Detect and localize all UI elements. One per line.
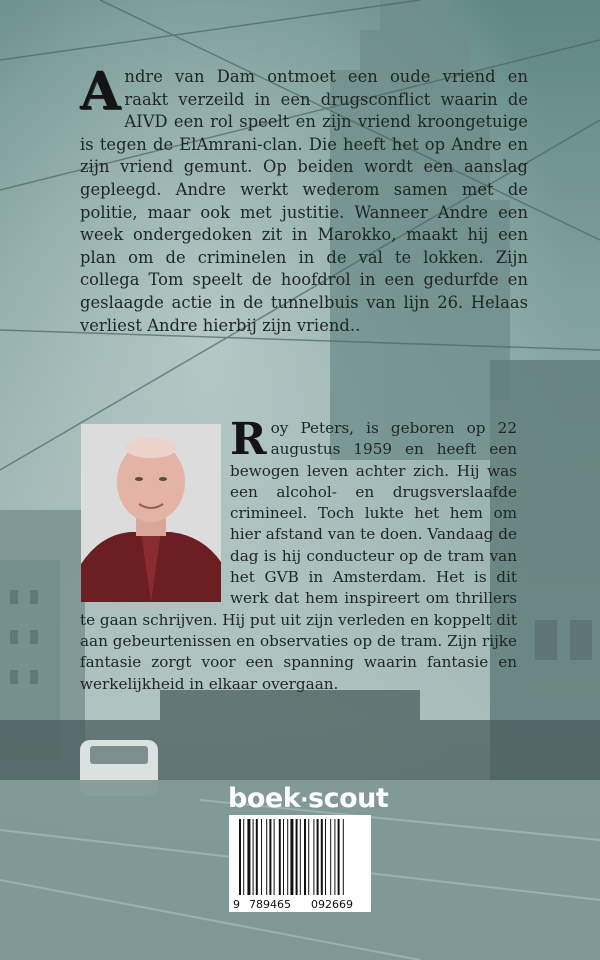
author-bio-dropcap: R xyxy=(230,414,267,465)
barcode-bars xyxy=(229,815,371,897)
isbn-group-2: 092669 xyxy=(311,898,353,911)
author-bio xyxy=(80,414,517,695)
publisher-logo-part1: boek xyxy=(228,783,301,814)
synopsis-text xyxy=(80,61,528,337)
isbn-first-digit: 9 xyxy=(233,898,240,911)
synopsis-body: ndre van Dam ontmoet een oude vriend en raakt verzeild in een drugsconflict waarin de AIVD een rol speelt en zijn vriend kroongetuige is tegen de ElAmrani-clan. Die heeft het op Andre en zijn vriend gemunt. Op beiden wordt een aanslag gepleegd. Andre werkt wederom samen met de politie, maar ook met justitie. Wanneer Andre een week ondergedoken zit in Marokko, maakt hij een plan om de criminelen in de val te lokken. Zijn collega Tom speelt de hoofdrol in een gedurfde en geslaagde actie in de tunnelbuis van lijn 26. Helaas verliest Andre hierbij zijn vriend.. xyxy=(80,67,528,335)
publisher-logo-part2: scout xyxy=(308,783,389,814)
author-bio-body: oy Peters, is geboren op 22 augustus 1959 en heeft een bewogen leven achter zich. Hij was een alcohol- en drugsverslaafde crimineel. Toch lukte het hem om hier afstand van te doen. Vandaag de dag is hij conducteur op de tram van het GVB in Amsterdam. Het is dit werk dat hem inspireert om thrillers te gaan schrijven. Hij put uit zijn verleden en koppelt dit aan gebeurtenissen en observaties op de tram. Zijn rijke fantasie zorgt voor een spanning waarin fantasie en werkelijkheid in elkaar overgaan. xyxy=(80,419,517,693)
publisher-logo: boek·scout xyxy=(228,783,389,814)
isbn-group-1: 789465 xyxy=(249,898,291,911)
synopsis-dropcap: A xyxy=(80,61,121,122)
isbn-barcode xyxy=(229,815,371,912)
